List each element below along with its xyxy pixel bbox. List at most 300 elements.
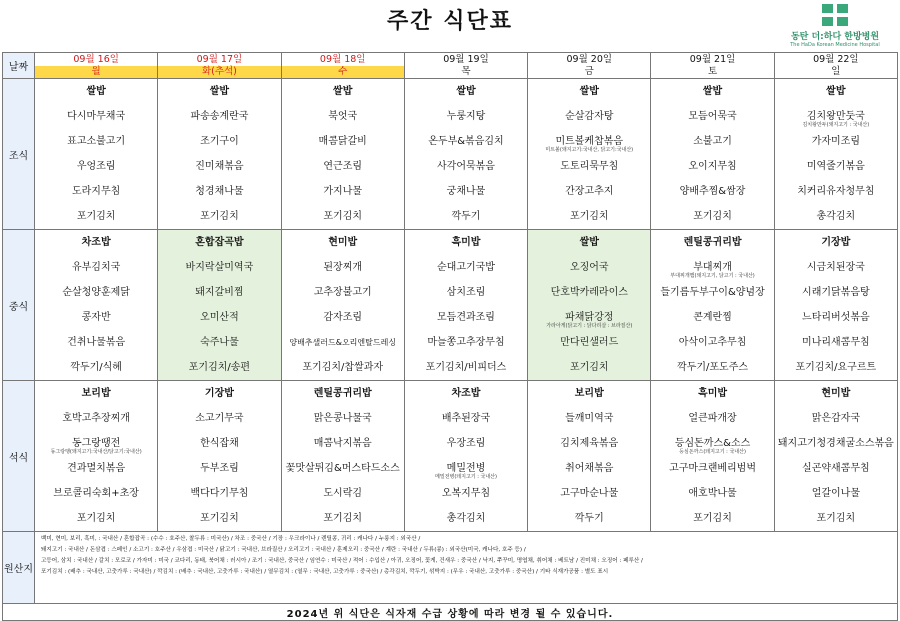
menu-item — [282, 280, 404, 305]
menu-item — [158, 506, 280, 531]
origin-line: 포기김치 : (배추 : 국내산, 고춧가루 : 국내산) / 깍김치 : (배추 : 국내산, 고춧가루 : 국내산) / 열무김치 : (열무 : 국내산, 고춧가루 : 중국산) / 총각김치, 깍두기, 섞박지 : (무우 : 국내산, 고춧가루 : 중국산) / 기타 식재가공품 : 별도 표시 — [41, 569, 609, 575]
menu-item-note: 동그랑땡(돼지고기:국내산/닭고기:국내산) — [50, 449, 142, 455]
menu-item-text: 연근조림 — [323, 161, 363, 172]
menu-item-text: 시래기닭볶음탕 — [802, 287, 870, 298]
menu-item-note: 부대찌개햄(돼지고기, 닭고기 : 국내산) — [670, 273, 755, 279]
menu-item — [405, 381, 527, 406]
day-header — [651, 53, 774, 79]
menu-item-text: 순살감자탕 — [565, 111, 614, 122]
menu-item-text: 포기김치 — [200, 513, 239, 524]
day-date: 09월 18일 — [282, 53, 404, 66]
menu-item — [35, 230, 157, 255]
menu-cell — [774, 381, 897, 532]
menu-item-text: 돼지고기청경채굴소스볶음 — [777, 438, 894, 449]
menu-item-text: 청경채나물 — [195, 186, 244, 197]
day-header — [774, 53, 897, 79]
menu-item — [35, 355, 157, 380]
day-weekday: 화(추석) — [158, 66, 280, 78]
menu-item — [35, 154, 157, 179]
menu-item-text: 모듬어묵국 — [688, 111, 737, 122]
menu-item-text: 된장찌개 — [323, 262, 363, 273]
menu-item-text: 오징어국 — [569, 262, 609, 273]
menu-item — [651, 456, 773, 481]
menu-item-text: 우엉조림 — [76, 161, 116, 172]
menu-item — [282, 179, 404, 204]
day-weekday: 목 — [461, 66, 471, 77]
menu-item — [35, 330, 157, 355]
menu-item-text: 김치제육볶음 — [560, 438, 619, 449]
menu-item-text: 쌀밥 — [579, 237, 599, 248]
menu-cell — [528, 230, 651, 381]
menu-item — [528, 506, 650, 531]
menu-item — [528, 481, 650, 506]
menu-item — [35, 431, 157, 456]
menu-item-text: 가지나물 — [323, 186, 363, 197]
menu-item — [405, 79, 527, 104]
menu-item — [528, 431, 650, 456]
menu-item — [528, 255, 650, 280]
menu-item — [405, 154, 527, 179]
menu-item — [158, 481, 280, 506]
meal-row — [3, 381, 898, 532]
menu-item-text: 유부김치국 — [71, 262, 121, 273]
menu-item-text: 동그랑땡전 — [71, 438, 121, 449]
menu-item-text: 포기김치/비피더스 — [425, 362, 507, 373]
menu-item-text: 백다다기무침 — [190, 488, 249, 499]
menu-item-text: 양배추샐러드&오리엔탈드레싱 — [289, 338, 397, 347]
day-header — [528, 53, 651, 79]
menu-item — [282, 355, 404, 380]
menu-item-text: 보리밥 — [574, 388, 604, 399]
menu-item-text: 애호박나물 — [688, 488, 737, 499]
day-date: 09월 21일 — [689, 54, 736, 65]
menu-item-text: 온두부&볶음김치 — [428, 136, 504, 147]
origin-label: 원산지 — [3, 532, 35, 604]
menu-cell — [158, 381, 281, 532]
day-date: 09월 19일 — [443, 54, 489, 65]
menu-item — [528, 204, 650, 229]
menu-item — [405, 456, 527, 481]
menu-item-text: 깍두기 — [451, 211, 481, 222]
menu-item — [528, 330, 650, 355]
menu-cell — [281, 79, 404, 230]
menu-item-text: 깍두기/식혜 — [70, 362, 122, 373]
day-date: 09월 16일 — [35, 53, 157, 66]
menu-item — [405, 179, 527, 204]
menu-item-text: 포기김치/찹쌀과자 — [302, 362, 384, 373]
menu-item-text: 쌀밥 — [826, 86, 846, 97]
menu-item-text: 맑은감자국 — [811, 413, 860, 424]
menu-cell — [651, 230, 774, 381]
day-weekday: 수 — [282, 66, 404, 78]
menu-item-text: 흑미밥 — [451, 237, 481, 248]
menu-item — [528, 406, 650, 431]
menu-item — [282, 431, 404, 456]
notice-text: 2024년 위 식단은 식자재 수급 상황에 따라 변경 될 수 있습니다. — [3, 604, 898, 621]
menu-item — [405, 255, 527, 280]
menu-item-text: 견과멸치볶음 — [67, 463, 126, 474]
menu-item-text: 느타리버섯볶음 — [802, 312, 870, 323]
menu-item-text: 콘계란찜 — [693, 312, 732, 323]
menu-item-text: 미나리새콤무침 — [802, 337, 870, 348]
menu-item-text: 우장조림 — [446, 438, 486, 449]
menu-item-text: 차조밥 — [81, 237, 111, 248]
menu-item — [35, 204, 157, 229]
menu-item — [651, 280, 773, 305]
menu-item-text: 두부조림 — [200, 463, 239, 474]
menu-cell — [404, 381, 527, 532]
menu-item — [282, 154, 404, 179]
day-weekday: 월 — [35, 66, 157, 78]
menu-item-text: 포기김치 — [569, 362, 609, 373]
menu-item — [158, 204, 280, 229]
menu-item-text: 총각김치 — [446, 513, 486, 524]
menu-item — [158, 104, 280, 129]
menu-item — [158, 179, 280, 204]
menu-item-text: 차조밥 — [451, 388, 481, 399]
menu-item-text: 오미산적 — [200, 312, 239, 323]
menu-item — [405, 481, 527, 506]
menu-item — [651, 104, 773, 129]
menu-item — [651, 355, 773, 380]
menu-item — [35, 255, 157, 280]
menu-item-text: 등심돈까스&소스 — [674, 438, 751, 449]
menu-item — [158, 129, 280, 154]
menu-item — [528, 79, 650, 104]
menu-item-text: 오복지무침 — [441, 488, 491, 499]
menu-item-note: 미트볼(돼지고기:국내산, 닭고기:국내산) — [545, 147, 634, 153]
menu-item — [158, 255, 280, 280]
menu-item-text: 혼합잡곡밥 — [195, 237, 244, 248]
menu-item-note: 가라아게(닭고기 : 닭다리살 : 브라질산) — [546, 323, 633, 329]
menu-item-text: 포기김치/요구르트 — [795, 362, 877, 373]
menu-item-text: 오이지무침 — [688, 161, 737, 172]
menu-item-text: 치커리유자청무침 — [797, 186, 875, 197]
menu-item — [651, 330, 773, 355]
menu-item-text: 쌀밥 — [86, 86, 106, 97]
menu-item-text: 소불고기 — [693, 136, 732, 147]
menu-item-text: 실곤약새콤무침 — [802, 463, 870, 474]
menu-item-text: 북엇국 — [328, 111, 358, 122]
menu-item-text: 시금치된장국 — [806, 262, 865, 273]
menu-item-text: 가자미조림 — [811, 136, 860, 147]
menu-cell — [774, 230, 897, 381]
date-header-row — [3, 53, 898, 79]
day-header — [158, 53, 281, 79]
menu-item — [528, 104, 650, 129]
menu-item — [158, 355, 280, 380]
meal-row — [3, 230, 898, 381]
day-date: 09월 17일 — [158, 53, 280, 66]
menu-item — [528, 381, 650, 406]
origin-line: 돼지고기 : 국내산 / 돈삼겹 : 스페인 / 소고기 : 호주산 / 우삼겹 : 미국산 / 닭고기 : 국내산, 브라질산 / 오리고기 : 국내산 / 훈제오리 : 중국산 / 계란 : 국내산 / 두류(콩) : 외국산(미국, 캐나다, 호주 등) / — [41, 547, 526, 553]
menu-item — [775, 154, 897, 179]
menu-item — [158, 330, 280, 355]
menu-item — [651, 506, 773, 531]
menu-item — [775, 255, 897, 280]
menu-item — [775, 230, 897, 255]
meal-label: 조식 — [3, 79, 35, 230]
menu-cell — [404, 230, 527, 381]
menu-cell — [35, 79, 158, 230]
menu-cell — [35, 381, 158, 532]
menu-item — [35, 305, 157, 330]
menu-item — [528, 305, 650, 330]
menu-item-text: 콩자반 — [81, 312, 111, 323]
menu-item-text: 쌀밥 — [209, 86, 230, 97]
menu-item-text: 브로콜리숙회+초장 — [53, 488, 139, 499]
menu-item — [158, 381, 280, 406]
menu-item-text: 포기김치 — [76, 513, 116, 524]
menu-item — [651, 481, 773, 506]
menu-item — [282, 255, 404, 280]
menu-item — [528, 129, 650, 154]
menu-item-text: 다시마무채국 — [67, 111, 126, 122]
menu-item-text: 얼갈이나물 — [811, 488, 860, 499]
day-date: 09월 22일 — [813, 54, 859, 65]
menu-item — [158, 431, 280, 456]
menu-item-text: 한식잡채 — [200, 438, 239, 449]
day-date: 09월 20일 — [566, 54, 613, 65]
menu-item — [405, 104, 527, 129]
menu-item — [651, 179, 773, 204]
menu-item-text: 사각어묵볶음 — [437, 161, 495, 172]
menu-item — [528, 355, 650, 380]
menu-item-text: 포기김치 — [323, 513, 363, 524]
menu-item — [35, 79, 157, 104]
menu-item-text: 쌀밥 — [456, 86, 476, 97]
menu-item — [282, 230, 404, 255]
menu-item-text: 건취나물볶음 — [67, 337, 126, 348]
menu-item — [158, 456, 280, 481]
menu-item — [775, 280, 897, 305]
menu-item-text: 포기김치 — [693, 513, 732, 524]
menu-item — [158, 154, 280, 179]
menu-item-note: 김치왕만두(돼지고기 : 국내산) — [802, 122, 870, 128]
menu-item-text: 매콤닭갈비 — [318, 136, 367, 147]
menu-item — [775, 456, 897, 481]
menu-item-text: 포기김치 — [569, 211, 609, 222]
menu-item — [775, 506, 897, 531]
menu-item-text: 도시락김 — [323, 488, 363, 499]
hospital-logo — [780, 4, 890, 50]
menu-item-text: 아삭이고추무침 — [678, 337, 747, 348]
menu-item-text: 도토리묵무침 — [560, 161, 619, 172]
weekly-menu-table — [2, 52, 898, 621]
menu-item-text: 포기김치 — [816, 513, 856, 524]
menu-item-text: 순대고기국밥 — [437, 262, 495, 273]
menu-item-text: 깍두기 — [574, 513, 604, 524]
menu-item — [651, 154, 773, 179]
menu-item-text: 흑미밥 — [698, 388, 728, 399]
menu-item — [651, 431, 773, 456]
menu-item — [158, 305, 280, 330]
menu-item-text: 파송송계란국 — [190, 111, 249, 122]
menu-item-text: 쌀밥 — [333, 86, 353, 97]
menu-item — [405, 330, 527, 355]
menu-cell — [158, 230, 281, 381]
day-weekday: 토 — [707, 66, 718, 77]
menu-item-text: 호박고추장찌개 — [62, 413, 130, 424]
menu-item-text: 도라지무침 — [71, 186, 121, 197]
menu-cell — [651, 79, 774, 230]
menu-item-text: 꽃맛살튀김&머스타드소스 — [285, 463, 400, 474]
menu-item — [528, 456, 650, 481]
menu-item — [775, 381, 897, 406]
menu-item-text: 진미채볶음 — [195, 161, 244, 172]
menu-item — [282, 481, 404, 506]
menu-item-text: 소고기무국 — [195, 413, 244, 424]
day-header — [281, 53, 404, 79]
menu-item-text: 렌틸콩귀리밥 — [313, 388, 372, 399]
menu-cell — [35, 230, 158, 381]
origin-line: 백미, 현미, 보리, 흑미, : 국내산 / 혼합잡곡 : (수수 : 호주산, 찰두류 : 미국산) / 차조 : 중국산 / 기장 : 우크라이나 / 렌틸콩, 귀리 : 캐나다 / 누룽지 : 외국산 / — [41, 536, 421, 542]
menu-item-text: 김치왕만둣국 — [806, 111, 865, 122]
menu-item-text: 순살청양훈제닭 — [62, 287, 130, 298]
menu-item — [158, 230, 280, 255]
menu-item-text: 포기김치 — [200, 211, 239, 222]
menu-item-text: 표고소불고기 — [67, 136, 126, 147]
menu-item — [528, 154, 650, 179]
menu-item-text: 얼큰파개장 — [688, 413, 737, 424]
menu-item-text: 마늘쫑고추장무침 — [427, 337, 505, 348]
menu-item — [651, 204, 773, 229]
menu-item-text: 쌀밥 — [579, 86, 599, 97]
menu-item-text: 포기김치 — [693, 211, 732, 222]
menu-item — [651, 79, 773, 104]
menu-item — [775, 79, 897, 104]
menu-item-text: 간장고추지 — [565, 186, 614, 197]
menu-item-text: 삼치조림 — [446, 287, 486, 298]
menu-item — [651, 129, 773, 154]
menu-item — [405, 204, 527, 229]
menu-item-note: 메밀전병(돼지고기 : 국내산) — [435, 474, 497, 480]
menu-item — [775, 305, 897, 330]
menu-item-text: 렌틸콩귀리밥 — [683, 237, 742, 248]
menu-item-text: 누룽지탕 — [446, 111, 486, 122]
menu-item — [775, 431, 897, 456]
menu-item — [528, 179, 650, 204]
menu-item-text: 만다린샐러드 — [560, 337, 619, 348]
menu-item-text: 파채닭강정 — [565, 312, 614, 323]
hospital-cross-icon — [822, 4, 848, 26]
menu-item — [405, 355, 527, 380]
menu-item — [405, 230, 527, 255]
menu-cell — [528, 381, 651, 532]
menu-item-text: 고구마순나물 — [560, 488, 619, 499]
menu-item — [282, 305, 404, 330]
menu-item — [651, 406, 773, 431]
menu-item-text: 미트볼케찹볶음 — [555, 136, 624, 147]
day-header — [404, 53, 527, 79]
menu-item-note: 등심돈까스(돼지고기 : 국내산) — [679, 449, 746, 455]
menu-item — [775, 355, 897, 380]
menu-cell — [404, 79, 527, 230]
menu-item — [158, 280, 280, 305]
menu-item-text: 포기김치 — [76, 211, 116, 222]
menu-item — [282, 456, 404, 481]
menu-item — [775, 129, 897, 154]
menu-item — [282, 104, 404, 129]
menu-item — [282, 129, 404, 154]
menu-item-text: 현미밥 — [328, 237, 358, 248]
menu-item — [35, 481, 157, 506]
menu-cell — [528, 79, 651, 230]
menu-cell — [281, 381, 404, 532]
menu-item-text: 부대찌개 — [693, 262, 732, 273]
menu-item — [651, 305, 773, 330]
origin-info — [35, 532, 898, 604]
menu-item-text: 기장밥 — [821, 237, 851, 248]
menu-item — [35, 280, 157, 305]
date-label: 날짜 — [3, 53, 35, 79]
origin-row — [3, 532, 898, 604]
logo-subtitle: The HaDa Korean Medicine Hospital — [790, 42, 880, 48]
menu-item-text: 현미밥 — [821, 388, 851, 399]
menu-item — [35, 104, 157, 129]
menu-item-text: 포기김치 — [323, 211, 363, 222]
menu-cell — [281, 230, 404, 381]
menu-item — [775, 330, 897, 355]
menu-item — [775, 204, 897, 229]
menu-item-text: 궁채나물 — [446, 186, 486, 197]
menu-item-text: 총각김치 — [816, 211, 856, 222]
menu-item — [775, 179, 897, 204]
menu-item — [35, 456, 157, 481]
meal-row — [3, 79, 898, 230]
menu-item — [158, 406, 280, 431]
page-title: 주간 식단표 — [387, 9, 513, 34]
menu-item — [775, 481, 897, 506]
menu-item — [405, 506, 527, 531]
menu-item-text: 모듬견과조림 — [437, 312, 495, 323]
day-header — [35, 53, 158, 79]
menu-item — [35, 179, 157, 204]
menu-item — [528, 230, 650, 255]
menu-item-text: 배추된장국 — [441, 413, 491, 424]
menu-cell — [651, 381, 774, 532]
menu-item — [35, 129, 157, 154]
menu-cell — [158, 79, 281, 230]
menu-item — [35, 381, 157, 406]
menu-cell — [774, 79, 897, 230]
origin-line: 고등어, 삼치 : 국내산 / 갈치 : 모로코 / 가자미 : 미국 / 코다리, 동태, 북어채 : 러시아 / 조기 : 국내산, 중국산 / 임연수 : 미국산 / 적어 : 수입산 / 아귀, 오징어, 꽃게, 건새우 : 중국산 / 낙지, 쭈꾸미, 명엽채, 취어채 : 베트남 / 진미채 : 오징어 : 페루산 / — [41, 558, 643, 564]
menu-item — [651, 230, 773, 255]
menu-item — [282, 506, 404, 531]
menu-item-text: 기장밥 — [204, 388, 234, 399]
menu-item — [282, 406, 404, 431]
menu-item — [35, 406, 157, 431]
menu-item-text: 양배추찜&쌈장 — [679, 186, 746, 197]
menu-item — [651, 381, 773, 406]
menu-item-text: 메밀전병 — [446, 463, 486, 474]
menu-item-text: 맑은콩나물국 — [313, 413, 372, 424]
menu-item-text: 바지락살미역국 — [185, 262, 254, 273]
menu-item — [651, 255, 773, 280]
menu-item-text: 포기김치/송편 — [188, 362, 251, 373]
menu-item-text: 미역줄기볶음 — [806, 161, 865, 172]
menu-item — [158, 79, 280, 104]
menu-item — [405, 129, 527, 154]
logo-name: 동탄 더:하다 한방병원 — [790, 32, 880, 42]
day-weekday: 일 — [831, 66, 841, 77]
menu-item-text: 쌀밥 — [702, 86, 723, 97]
menu-item-text: 감자조림 — [323, 312, 363, 323]
menu-item — [282, 330, 404, 355]
menu-item-text: 단호박카레라이스 — [550, 287, 628, 298]
day-weekday: 금 — [584, 66, 594, 77]
menu-item-text: 들기름두부구이&양념장 — [660, 287, 765, 298]
